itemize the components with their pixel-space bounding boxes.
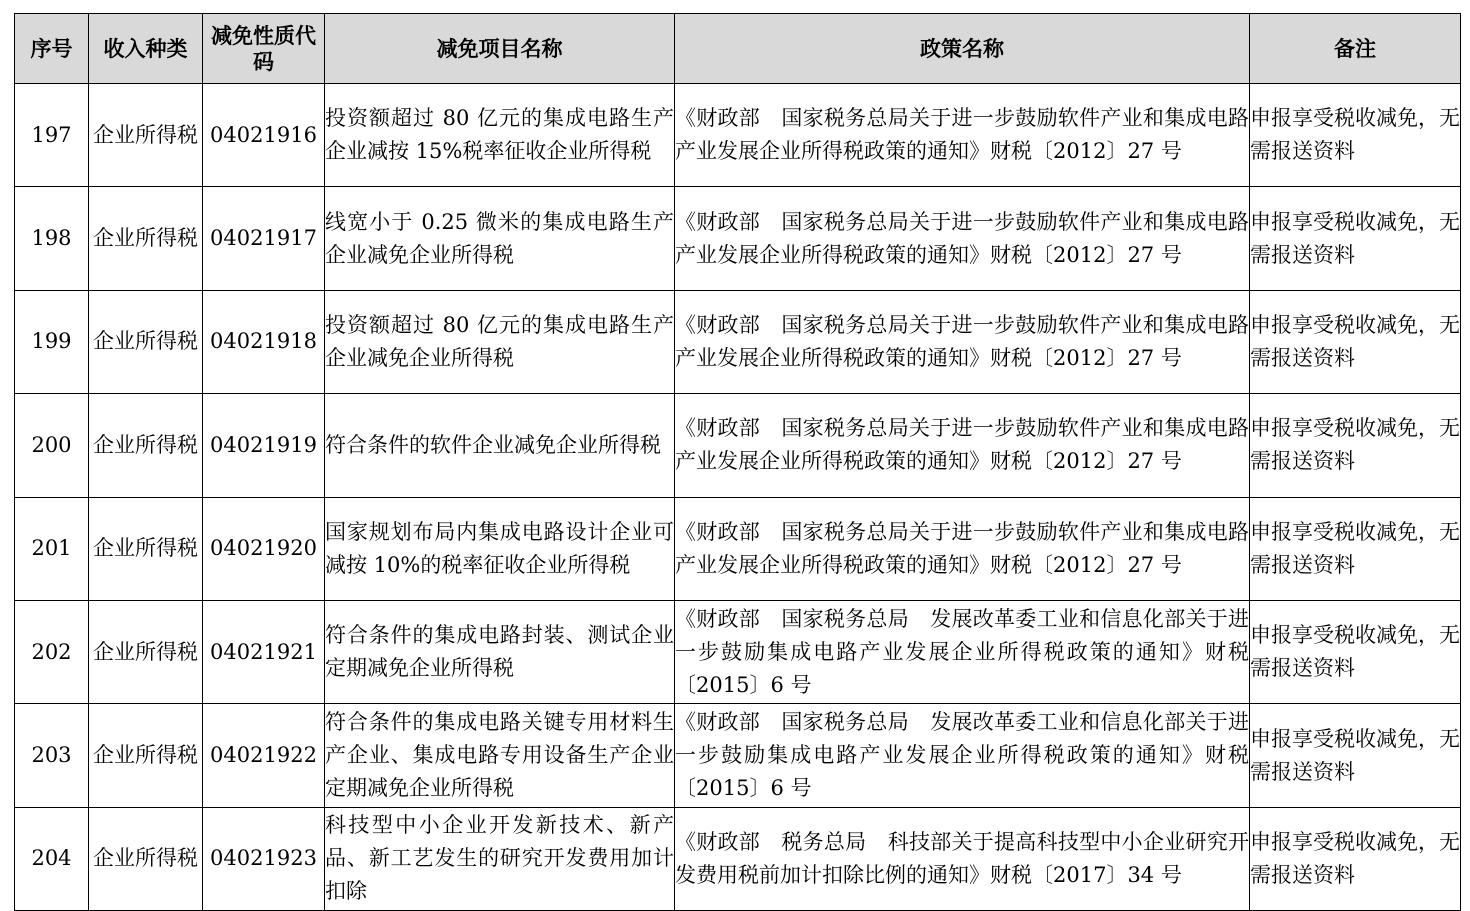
cell-income-type: 企业所得税 <box>89 704 203 807</box>
cell-item-name: 符合条件的集成电路关键专用材料生产企业、集成电路专用设备生产企业定期减免企业所得税 <box>325 704 675 807</box>
cell-code: 04021917 <box>203 187 325 290</box>
cell-policy-name: 《财政部 税务总局 科技部关于提高科技型中小企业研究开发费用税前加计扣除比例的通知》财税〔2017〕34 号 <box>675 807 1250 910</box>
cell-item-name: 符合条件的集成电路封装、测试企业定期减免企业所得税 <box>325 600 675 703</box>
cell-item-name: 投资额超过 80 亿元的集成电路生产企业减按 15%税率征收企业所得税 <box>325 84 675 187</box>
cell-code: 04021923 <box>203 807 325 910</box>
cell-income-type: 企业所得税 <box>89 187 203 290</box>
cell-remark: 申报享受税收减免，无需报送资料 <box>1250 497 1461 600</box>
cell-item-name: 科技型中小企业开发新技术、新产品、新工艺发生的研究开发费用加计扣除 <box>325 807 675 910</box>
table-row <box>15 84 1461 187</box>
cell-policy-name: 《财政部 国家税务总局 发展改革委工业和信息化部关于进一步鼓励集成电路产业发展企业所得税政策的通知》财税〔2015〕6 号 <box>675 600 1250 703</box>
cell-policy-name: 《财政部 国家税务总局 发展改革委工业和信息化部关于进一步鼓励集成电路产业发展企业所得税政策的通知》财税〔2015〕6 号 <box>675 704 1250 807</box>
cell-remark: 申报享受税收减免，无需报送资料 <box>1250 187 1461 290</box>
header-item-name: 减免项目名称 <box>325 14 675 84</box>
cell-policy-name: 《财政部 国家税务总局关于进一步鼓励软件产业和集成电路产业发展企业所得税政策的通知》财税〔2012〕27 号 <box>675 187 1250 290</box>
cell-income-type: 企业所得税 <box>89 84 203 187</box>
cell-remark: 申报享受税收减免，无需报送资料 <box>1250 600 1461 703</box>
cell-item-name: 国家规划布局内集成电路设计企业可减按 10%的税率征收企业所得税 <box>325 497 675 600</box>
cell-item-name: 投资额超过 80 亿元的集成电路生产企业减免企业所得税 <box>325 290 675 393</box>
cell-remark: 申报享受税收减免，无需报送资料 <box>1250 290 1461 393</box>
cell-seq: 198 <box>15 187 89 290</box>
cell-item-name: 线宽小于 0.25 微米的集成电路生产企业减免企业所得税 <box>325 187 675 290</box>
cell-seq: 200 <box>15 394 89 497</box>
cell-income-type: 企业所得税 <box>89 600 203 703</box>
cell-income-type: 企业所得税 <box>89 807 203 910</box>
header-income-type: 收入种类 <box>89 14 203 84</box>
cell-seq: 201 <box>15 497 89 600</box>
cell-seq: 203 <box>15 704 89 807</box>
cell-seq: 199 <box>15 290 89 393</box>
table-row <box>15 807 1461 910</box>
cell-code: 04021920 <box>203 497 325 600</box>
cell-code: 04021918 <box>203 290 325 393</box>
cell-code: 04021922 <box>203 704 325 807</box>
cell-code: 04021921 <box>203 600 325 703</box>
table-row <box>15 394 1461 497</box>
table-row <box>15 187 1461 290</box>
table-row <box>15 497 1461 600</box>
cell-code: 04021919 <box>203 394 325 497</box>
cell-remark: 申报享受税收减免，无需报送资料 <box>1250 807 1461 910</box>
tax-relief-table <box>14 13 1461 911</box>
cell-remark: 申报享受税收减免，无需报送资料 <box>1250 84 1461 187</box>
cell-seq: 202 <box>15 600 89 703</box>
header-row <box>15 14 1461 84</box>
table-row <box>15 290 1461 393</box>
header-code: 减免性质代码 <box>203 14 325 84</box>
cell-seq: 197 <box>15 84 89 187</box>
header-seq: 序号 <box>15 14 89 84</box>
table-row <box>15 600 1461 703</box>
cell-policy-name: 《财政部 国家税务总局关于进一步鼓励软件产业和集成电路产业发展企业所得税政策的通知》财税〔2012〕27 号 <box>675 290 1250 393</box>
table-header <box>15 14 1461 84</box>
table-body <box>15 84 1461 911</box>
table-row <box>15 704 1461 807</box>
cell-income-type: 企业所得税 <box>89 290 203 393</box>
cell-remark: 申报享受税收减免，无需报送资料 <box>1250 394 1461 497</box>
cell-policy-name: 《财政部 国家税务总局关于进一步鼓励软件产业和集成电路产业发展企业所得税政策的通知》财税〔2012〕27 号 <box>675 497 1250 600</box>
header-policy-name: 政策名称 <box>675 14 1250 84</box>
cell-seq: 204 <box>15 807 89 910</box>
cell-code: 04021916 <box>203 84 325 187</box>
cell-income-type: 企业所得税 <box>89 394 203 497</box>
cell-remark: 申报享受税收减免，无需报送资料 <box>1250 704 1461 807</box>
cell-policy-name: 《财政部 国家税务总局关于进一步鼓励软件产业和集成电路产业发展企业所得税政策的通知》财税〔2012〕27 号 <box>675 394 1250 497</box>
cell-income-type: 企业所得税 <box>89 497 203 600</box>
header-remark: 备注 <box>1250 14 1461 84</box>
cell-item-name: 符合条件的软件企业减免企业所得税 <box>325 394 675 497</box>
cell-policy-name: 《财政部 国家税务总局关于进一步鼓励软件产业和集成电路产业发展企业所得税政策的通知》财税〔2012〕27 号 <box>675 84 1250 187</box>
